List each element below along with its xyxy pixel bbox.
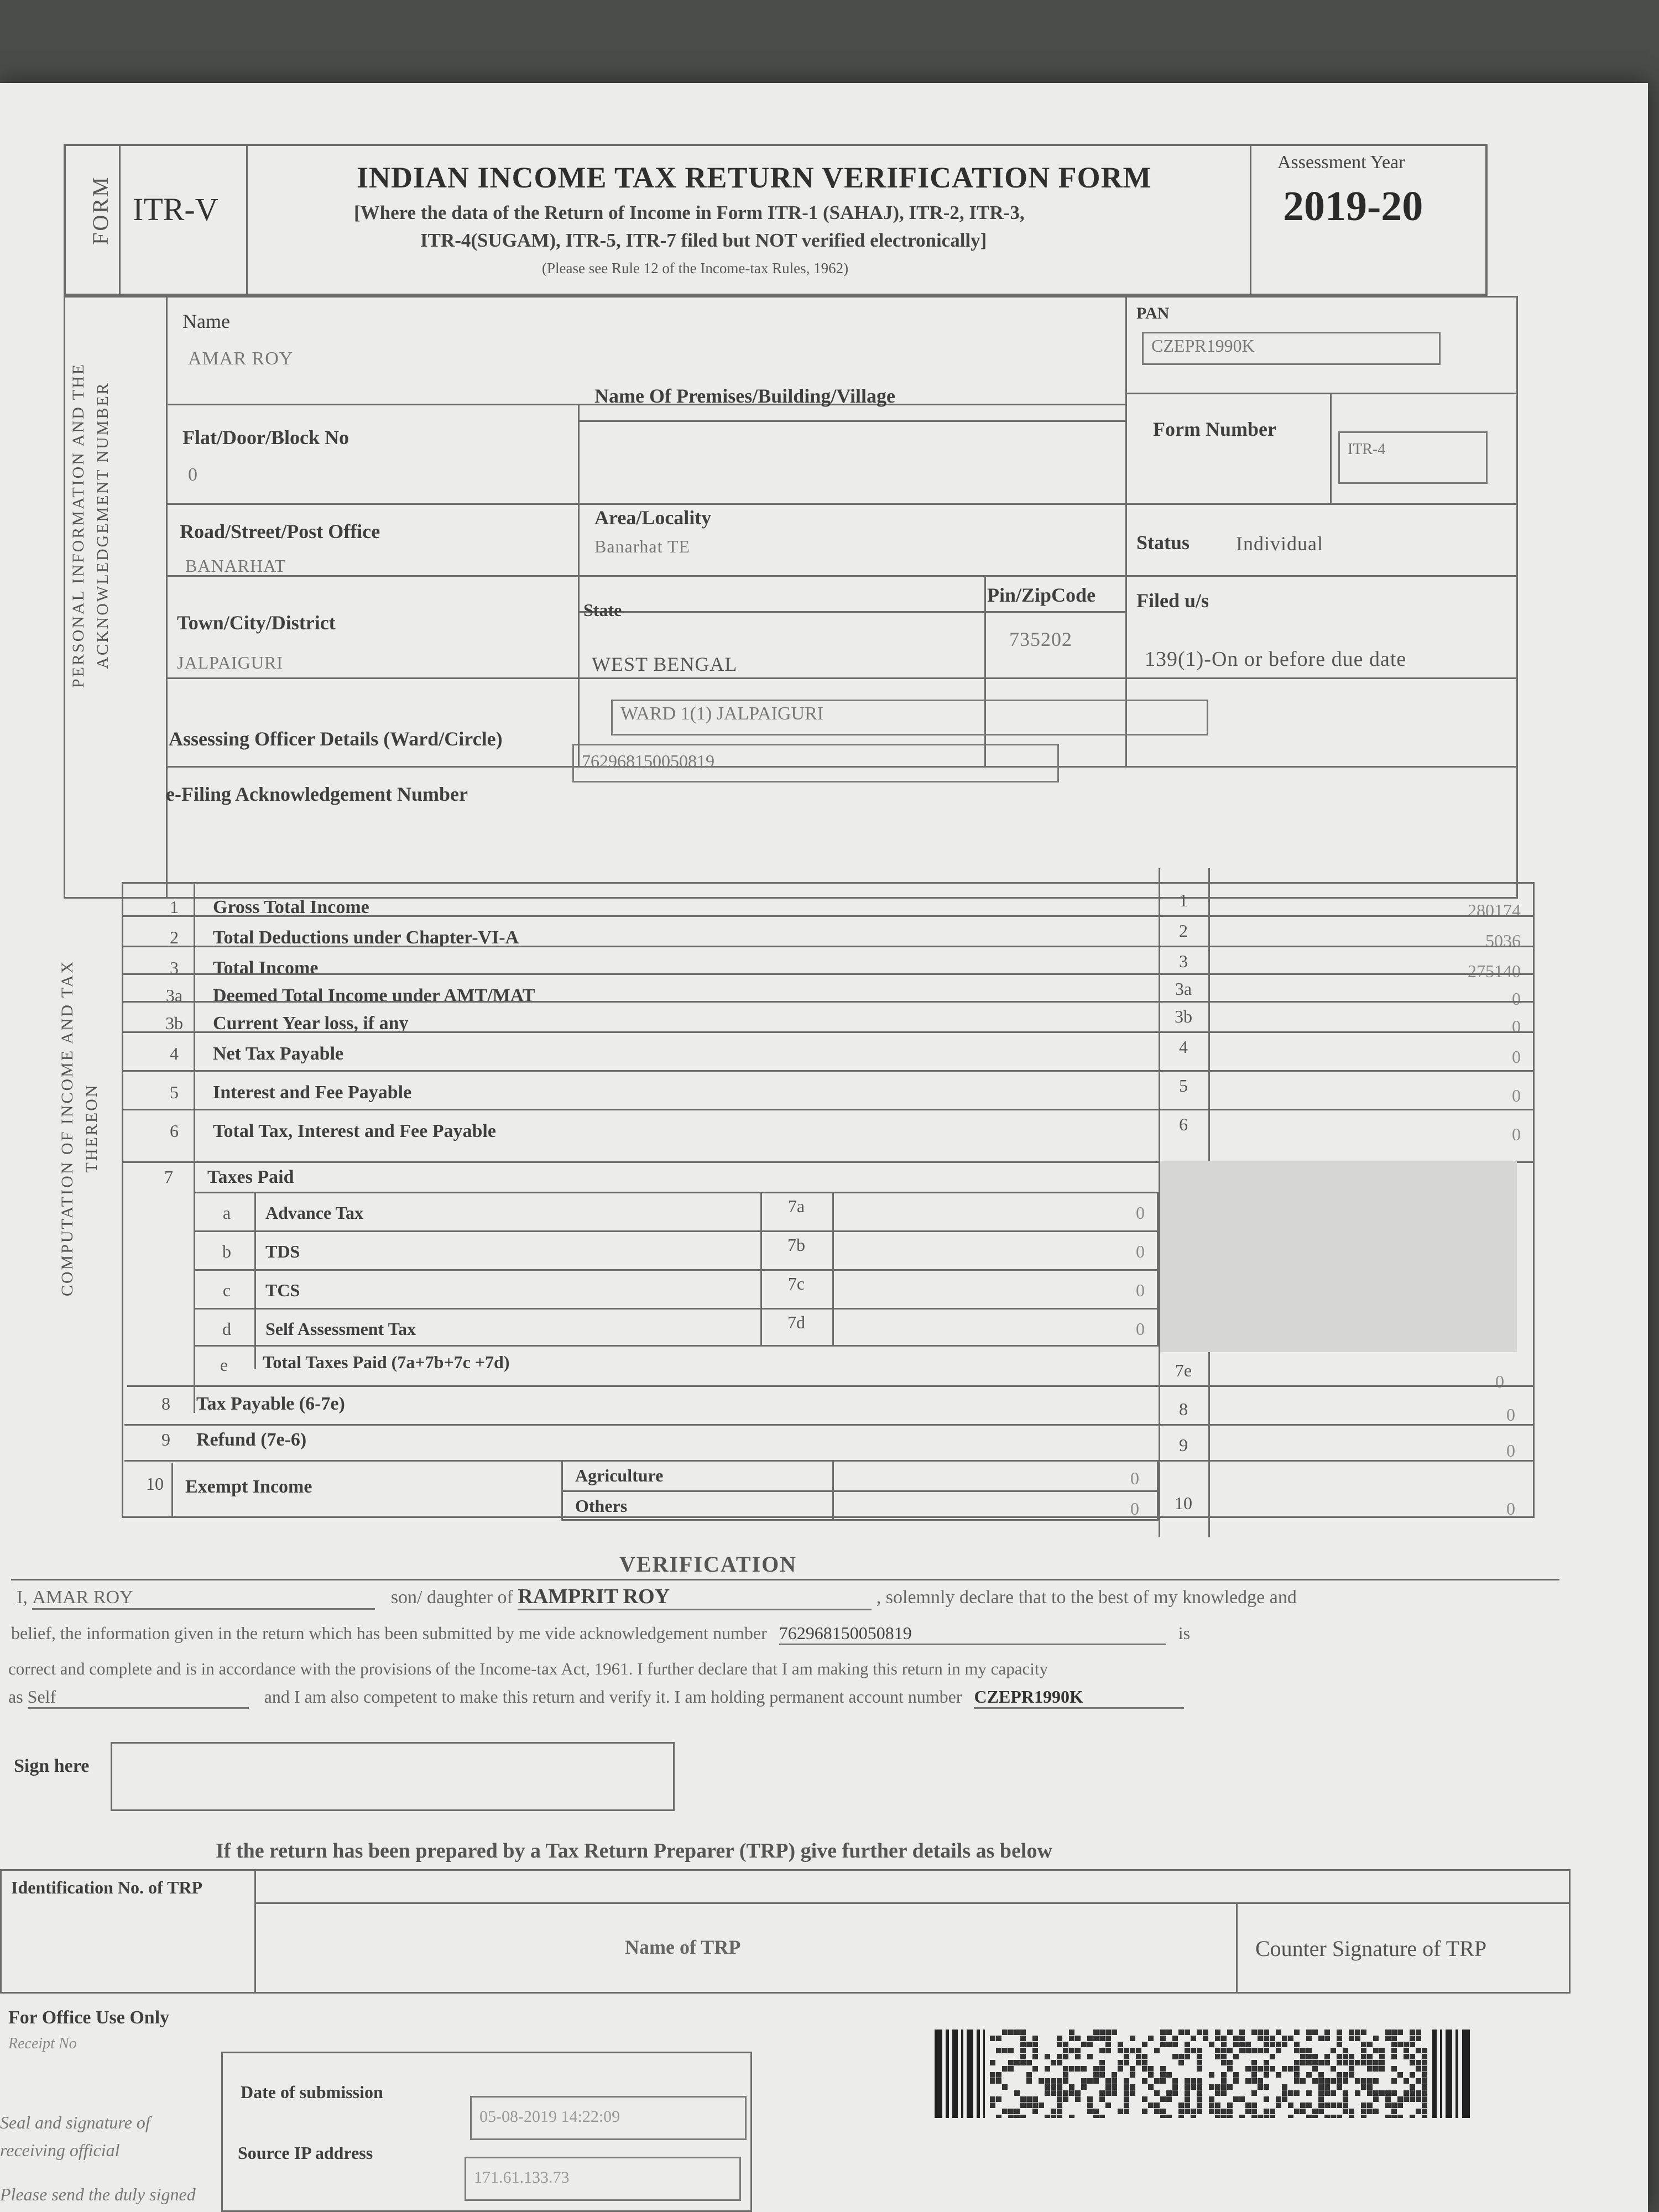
row-rule [122, 1031, 1535, 1033]
status-label: Status [1136, 531, 1190, 554]
sign-here-label: Sign here [14, 1756, 90, 1776]
pin-column-divider [984, 575, 986, 766]
row-ref: 3 [1179, 951, 1188, 971]
others-label: Others [575, 1496, 628, 1516]
footer-note: Please send the duly signed [0, 2184, 196, 2204]
pin-label: Pin/ZipCode [987, 584, 1096, 606]
row-rule [124, 1424, 1535, 1426]
header-divider-2 [246, 144, 248, 296]
row-no: 8 [161, 1394, 170, 1413]
row-no: 6 [170, 1121, 179, 1141]
trp-mid-rule [254, 1902, 1571, 1904]
total-taxes-bottom-rule [127, 1385, 1535, 1387]
form-number-divider [1330, 393, 1332, 503]
agriculture-label: Agriculture [575, 1465, 664, 1485]
form-subtitle-1: [Where the data of the Return of Income in Form ITR-1 (SAHAJ), ITR-2, ITR-3, [354, 202, 1025, 223]
area-label: Area/Locality [594, 507, 712, 529]
pin-value: 735202 [1009, 628, 1072, 650]
trp-divider-1 [254, 1869, 256, 1994]
pan-value: CZEPR1990K [1142, 332, 1441, 365]
ao-label: Assessing Officer Details (Ward/Circle) [169, 728, 503, 750]
verification-sod: son/ daughter of [390, 1587, 513, 1608]
rule-pan-bottom [1125, 393, 1518, 394]
premises-label: Name Of Premises/Building/Village [594, 385, 895, 407]
row-value: 0 [1506, 1405, 1515, 1425]
taxes-sub-divider-1 [254, 1192, 256, 1369]
row-no: 4 [170, 1044, 179, 1063]
ack-label: e-Filing Acknowledgement Number [166, 783, 468, 805]
row-value: 5036 [1485, 931, 1521, 951]
sub-row-rule [194, 1308, 1159, 1310]
verification-text-4: and I am also competent to make this return and verify it. I am holding permanent account number [264, 1687, 962, 1707]
area-value: Banarhat TE [594, 536, 691, 556]
row-value: 275140 [1468, 961, 1521, 981]
sub-row-ref: 7d [787, 1312, 805, 1332]
state-top-rule [578, 611, 1125, 613]
ack-value: 762968150050819 [572, 744, 1059, 782]
trp-id-label: Identification No. of TRP [11, 1877, 203, 1897]
pan-label: PAN [1136, 304, 1170, 322]
verification-text-2: belief, the information given in the return which has been submitted by me vide acknowledgement number [11, 1623, 767, 1643]
road-label: Road/Street/Post Office [180, 520, 380, 542]
row-value: 0 [1512, 1124, 1521, 1144]
row-label: Deemed Total Income under AMT/MAT [213, 985, 535, 1006]
premises-column-divider [578, 404, 580, 766]
verification-pan: CZEPR1990K [974, 1687, 1184, 1709]
verification-text-3: correct and complete and is in accordance with the provisions of the Income-tax Act, 1961. I further declare that I am making this return in my capacity [8, 1659, 1048, 1678]
row-label: Total Tax, Interest and Fee Payable [213, 1121, 496, 1141]
row-label: Total Deductions under Chapter-VI-A [213, 927, 519, 948]
row-no: 3a [165, 985, 183, 1005]
row-value: 0 [1506, 1441, 1515, 1460]
exempt-value: 0 [1506, 1499, 1515, 1519]
row-label: Interest and Fee Payable [213, 1082, 412, 1103]
row-label: Current Year loss, if any [213, 1013, 409, 1034]
assessment-year-label: Assessment Year [1277, 152, 1405, 173]
sub-row-value: 0 [1136, 1319, 1145, 1339]
town-value: JALPAIGURI [177, 653, 283, 672]
name-label: Name [182, 310, 230, 332]
assessment-year-value: 2019-20 [1283, 183, 1423, 229]
row-ref: 5 [1179, 1076, 1188, 1095]
seal-label-2: receiving official [0, 2140, 120, 2160]
row-rule [122, 973, 1535, 975]
flat-value: 0 [188, 465, 198, 485]
row-ref: 8 [1179, 1399, 1188, 1419]
form-title: INDIAN INCOME TAX RETURN VERIFICATION FORM [357, 161, 1152, 194]
row-ref: 2 [1179, 921, 1188, 941]
sub-row-ref: 7a [787, 1196, 805, 1216]
verification-line-4 [8, 1687, 1184, 1709]
sub-row-ref: 7b [787, 1235, 805, 1255]
sub-row-no: a [222, 1203, 231, 1223]
row-rule [122, 915, 1535, 917]
row-ref: 6 [1179, 1114, 1188, 1134]
sub-row-no: b [222, 1241, 231, 1261]
exempt-sub-mid-rule [561, 1490, 1159, 1492]
row-value: 0 [1512, 1086, 1521, 1105]
rule-town-bottom [166, 677, 1518, 679]
receipt-no-label: Receipt No [8, 2035, 77, 2052]
row-ref: 1 [1179, 890, 1188, 910]
verification-top-rule [11, 1579, 1559, 1580]
row-value: 280174 [1468, 900, 1521, 920]
row-ref: 3b [1175, 1006, 1192, 1026]
verification-is: is [1178, 1623, 1191, 1643]
sub-row-value: 0 [1136, 1241, 1145, 1261]
exempt-no-divider [171, 1463, 173, 1518]
trp-table [0, 1869, 1571, 1994]
signature-box[interactable] [111, 1742, 675, 1811]
header-divider-3 [1250, 144, 1251, 296]
verification-line-2 [11, 1623, 1190, 1645]
taxes-paid-no: 7 [164, 1167, 173, 1187]
itr-v-form-sheet [0, 83, 1648, 2212]
row-rule [122, 1070, 1535, 1072]
exempt-ref: 10 [1175, 1493, 1192, 1513]
taxes-paid-shaded-cell [1160, 1161, 1517, 1352]
sub-row-label: Self Assessment Tax [265, 1319, 416, 1339]
rule-note: (Please see Rule 12 of the Income-tax Rules, 1962) [542, 260, 849, 276]
road-value: BANARHAT [185, 556, 286, 576]
row-value: 0 [1512, 989, 1521, 1009]
computation-side-label [55, 951, 104, 1305]
total-taxes-ref: 7e [1175, 1360, 1192, 1380]
others-value: 0 [1130, 1499, 1139, 1519]
row-ref: 4 [1179, 1037, 1188, 1057]
verification-as: as [8, 1687, 23, 1707]
exempt-label: Exempt Income [185, 1477, 312, 1497]
row-label: Gross Total Income [213, 897, 369, 917]
state-value: WEST BENGAL [592, 653, 738, 675]
source-ip-label: Source IP address [238, 2143, 373, 2163]
submission-date-value: 05-08-2019 14:22:09 [470, 2096, 747, 2140]
verification-line-3 [8, 1659, 1048, 1679]
sub-row-no: d [222, 1319, 231, 1339]
form-word: FORM [88, 175, 113, 245]
verification-text-1: , solemnly declare that to the best of my knowledge and [876, 1587, 1297, 1608]
sub-row-rule [194, 1230, 1159, 1232]
sub-row-no: c [222, 1280, 231, 1300]
total-taxes-value: 0 [1495, 1371, 1504, 1391]
rule-flat-bottom [166, 503, 1518, 505]
taxes-paid-label: Taxes Paid [207, 1167, 294, 1187]
form-subtitle-2: ITR-4(SUGAM), ITR-5, ITR-7 filed but NOT verified electronically] [420, 229, 987, 251]
trp-name-label: Name of TRP [625, 1936, 741, 1958]
premises-underline [578, 420, 1125, 422]
personal-side-label [66, 315, 115, 735]
sub-row-value: 0 [1136, 1280, 1145, 1300]
filed-us-label: Filed u/s [1136, 589, 1209, 612]
row-no: 3 [170, 958, 179, 978]
verification-line-1 [17, 1584, 1297, 1610]
filed-us-value: 139(1)-On or before due date [1145, 648, 1407, 671]
row-label: Tax Payable (6-7e) [196, 1394, 345, 1414]
row-rule [122, 946, 1535, 947]
personal-side-label-text: PERSONAL INFORMATION AND THE ACKNOWLEDGEMENT NUMBER [69, 362, 112, 688]
row-label: Refund (7e-6) [196, 1430, 307, 1450]
row-ref: 9 [1179, 1435, 1188, 1455]
status-value: Individual [1236, 533, 1323, 555]
submission-date-label: Date of submission [241, 2082, 383, 2102]
sub-row-label: TDS [265, 1241, 300, 1261]
row-value: 0 [1512, 1047, 1521, 1067]
source-ip-value: 171.61.133.73 [465, 2157, 741, 2201]
row-rule [122, 1001, 1535, 1003]
sub-row-label: Advance Tax [265, 1203, 363, 1223]
row-no: 1 [170, 897, 179, 917]
row-no: 2 [170, 927, 179, 947]
verification-i: I, [17, 1587, 28, 1608]
sub-row-rule [194, 1269, 1159, 1271]
exempt-no: 10 [146, 1474, 164, 1494]
barcode-icon [935, 2030, 1471, 2118]
rule-road-bottom [166, 575, 1518, 577]
trp-divider-2 [1236, 1902, 1238, 1994]
flat-label: Flat/Door/Block No [182, 426, 349, 448]
trp-heading: If the return has been prepared by a Tax Return Preparer (TRP) give further details as below [216, 1839, 1052, 1863]
form-code: ITR-V [133, 191, 218, 227]
verification-ack-number: 762968150050819 [779, 1623, 1166, 1645]
pan-column-divider [1125, 296, 1127, 766]
total-taxes-no: e [220, 1355, 228, 1375]
seal-label-1: Seal and signature of [0, 2112, 150, 2132]
row-label: Net Tax Payable [213, 1044, 344, 1064]
form-number-label: Form Number [1153, 418, 1276, 440]
sub-row-label: TCS [265, 1280, 300, 1300]
row-no: 3b [165, 1013, 183, 1033]
trp-counter-signature-label: Counter Signature of TRP [1255, 1936, 1487, 1961]
header-divider-1 [119, 144, 121, 296]
row-value: 0 [1512, 1016, 1521, 1036]
verification-heading: VERIFICATION [619, 1552, 797, 1577]
row-no: 5 [170, 1082, 179, 1102]
row-ref: 3a [1175, 979, 1192, 999]
agriculture-value: 0 [1130, 1468, 1139, 1488]
verification-capacity: Self [28, 1687, 249, 1709]
personal-side-divider [166, 296, 168, 899]
name-value: AMAR ROY [188, 348, 294, 369]
state-label: State [583, 600, 622, 620]
total-taxes-label: Total Taxes Paid (7a+7b+7c +7d) [263, 1352, 510, 1372]
office-use-label: For Office Use Only [8, 2007, 170, 2028]
town-label: Town/City/District [177, 612, 336, 634]
verification-declarant-name: AMAR ROY [32, 1587, 375, 1610]
form-number-value: ITR-4 [1338, 431, 1488, 484]
row-no: 9 [161, 1430, 170, 1449]
verification-father-name: RAMPRIT ROY [518, 1584, 872, 1610]
row-rule [122, 1109, 1535, 1110]
computation-side-label-text: COMPUTATION OF INCOME AND TAX THEREON [58, 959, 101, 1297]
sub-row-ref: 7c [787, 1274, 805, 1293]
sub-row-value: 0 [1136, 1203, 1145, 1223]
ao-value: WARD 1(1) JALPAIGURI [611, 700, 1208, 735]
row-label: Total Income [213, 958, 319, 978]
